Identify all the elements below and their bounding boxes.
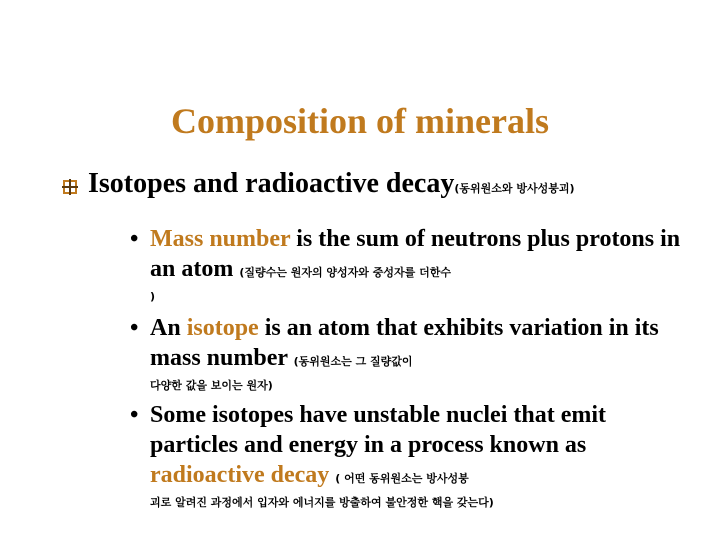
bullet-mass-number bbox=[130, 224, 690, 306]
square-crosshair-icon bbox=[62, 179, 78, 195]
bullet-radioactive-decay bbox=[130, 400, 690, 512]
heading-label: Isotopes and radioactive decay bbox=[88, 168, 455, 199]
bullet-note-tail: 괴로 알려진 과정에서 입자와 에너지를 방출하여 불안정한 핵을 갖는다) bbox=[150, 496, 494, 509]
heading-text bbox=[88, 168, 574, 200]
bullet-glyph: • bbox=[130, 315, 139, 341]
bullet-glyph: • bbox=[130, 402, 139, 428]
bullet-text: is an atom that exhibits variation in its mass number bbox=[150, 315, 659, 371]
term-radioactive-decay: radioactive decay bbox=[150, 462, 330, 488]
bullet-body bbox=[130, 313, 690, 395]
bullet-note-tail: 다양한 값을 보이는 원자) bbox=[150, 379, 273, 392]
bullet-isotope bbox=[130, 313, 690, 395]
bullet-pre: Some isotopes have unstable nuclei that emit particles and energy in a process known as bbox=[150, 402, 606, 458]
slide-title: Composition of minerals bbox=[171, 101, 549, 141]
bullet-pre: An bbox=[150, 315, 187, 341]
term-isotope: isotope bbox=[186, 315, 259, 341]
bullet-glyph: • bbox=[130, 226, 139, 252]
bullet-note: (동위원소는 그 질량값이 bbox=[293, 355, 413, 368]
bullet-body bbox=[130, 224, 690, 306]
bullet-text: is the sum of neutrons plus protons in an atom bbox=[150, 226, 681, 282]
bullet-note: (질량수는 원자의 양성자와 중성자를 더한수 bbox=[239, 266, 451, 279]
heading-note: (동위원소와 방사성붕괴) bbox=[454, 182, 575, 195]
term-mass-number: Mass number bbox=[150, 226, 291, 252]
bullet-note: ( 어떤 동위원소는 방사성붕 bbox=[335, 472, 469, 485]
bullet-body bbox=[130, 400, 690, 512]
bullet-note-tail: ) bbox=[150, 290, 156, 303]
